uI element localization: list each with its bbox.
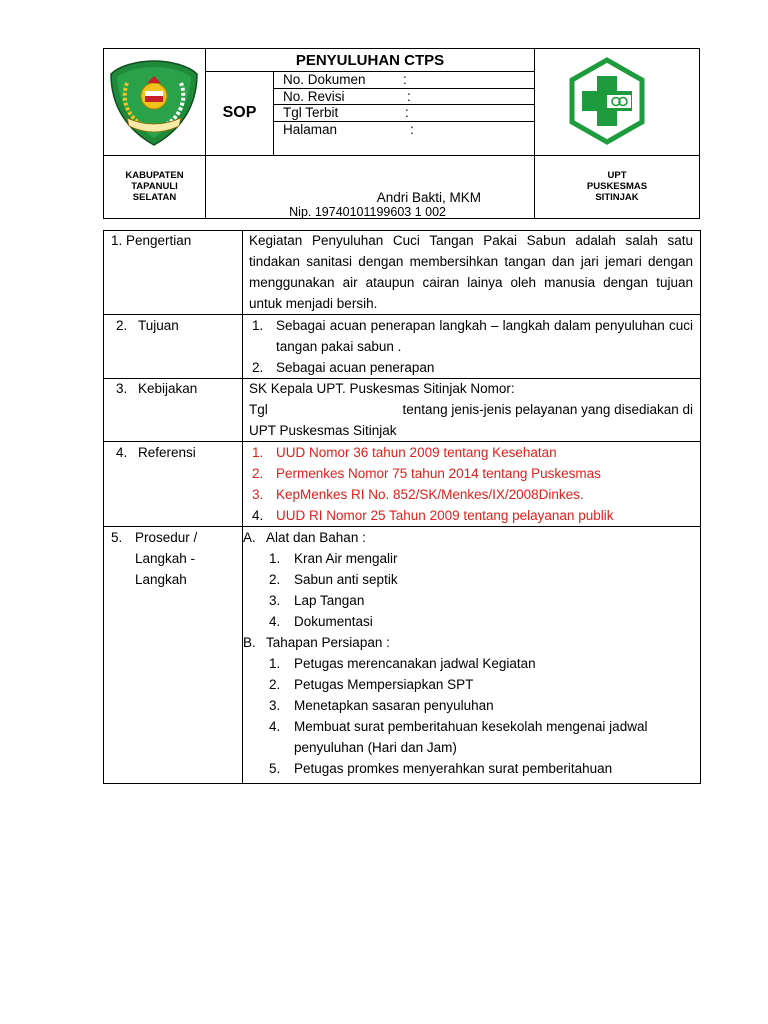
tujuan-item-2-text: Sebagai acuan penerapan — [276, 360, 435, 375]
meta-no-revisi-label: No. Revisi — [283, 89, 345, 104]
referensi-label: Referensi — [138, 445, 196, 460]
left-org-line-3: SELATAN — [132, 192, 177, 203]
referensi-item-2-text: Permenkes Nomor 75 tahun 2014 tentang Puskesmas — [276, 466, 601, 481]
tujuan-item-1-text: Sebagai acuan penerapan langkah – langkah dalam penyuluhan cuci tangan pakai sabun . — [276, 318, 693, 354]
group-b-letter: B. — [243, 635, 256, 650]
group-a-item-3-number: 3. — [269, 593, 281, 608]
group-a-item-2-number: 2. — [269, 572, 281, 587]
tujuan-number: 2. — [116, 318, 128, 333]
sop-label: SOP — [222, 104, 257, 121]
group-a-item-3-text: Lap Tangan — [294, 593, 365, 608]
group-b-item-1-number: 1. — [269, 656, 281, 671]
kebijakan-line-3: UPT Puskesmas Sitinjak — [249, 423, 397, 438]
meta-no-dokumen-colon: : — [403, 72, 407, 87]
group-a-item-1-number: 1. — [269, 551, 281, 566]
left-org-line-1: KABUPATEN — [125, 170, 184, 181]
group-a-item-1-text: Kran Air mengalir — [294, 551, 398, 566]
tujuan-label: Tujuan — [138, 318, 179, 333]
referensi-item-4-number: 4. — [252, 508, 264, 523]
referensi-item-2-number: 2. — [252, 466, 264, 481]
referensi-item-1-text: UUD Nomor 36 tahun 2009 tentang Kesehatan — [276, 445, 557, 460]
meta-no-dokumen-label: No. Dokumen — [283, 72, 366, 87]
pengertian-text: Kegiatan Penyuluhan Cuci Tangan Pakai Sabun adalah salah satu tindakan sanitasi dengan membersihkan tangan dan jari jemari dengan menggunakan air ataupun cairan lainya oleh manusia dengan tujuan untuk menjadi bersih. — [249, 233, 693, 311]
referensi-number: 4. — [116, 445, 128, 460]
right-org-line-3: SITINJAK — [595, 192, 639, 203]
group-a-item-4-number: 4. — [269, 614, 281, 629]
regency-logo — [107, 58, 201, 148]
tujuan-item-1-number: 1. — [252, 318, 264, 333]
group-b-item-1-text: Petugas merencanakan jadwal Kegiatan — [294, 656, 536, 671]
group-b-item-5-text: Petugas promkes menyerahkan surat pemberitahuan — [294, 761, 613, 776]
prosedur-label-line-3: Langkah — [135, 572, 187, 587]
kebijakan-label: Kebijakan — [138, 381, 198, 396]
left-org-line-2: TAPANULI — [131, 181, 178, 192]
group-b-item-4-number: 4. — [269, 719, 281, 734]
kebijakan-number: 3. — [116, 381, 128, 396]
regency-shield-icon — [107, 58, 201, 148]
group-a-title: Alat dan Bahan : — [266, 530, 366, 545]
referensi-item-4-text: UUD RI Nomor 25 Tahun 2009 tentang pelayanan publik — [276, 508, 614, 523]
meta-tgl-terbit-label: Tgl Terbit — [283, 105, 339, 120]
group-b-item-2-text: Petugas Mempersiapkan SPT — [294, 677, 474, 692]
referensi-item-3-text: KepMenkes RI No. 852/SK/Menkes/IX/2008Dinkes. — [276, 487, 584, 502]
pengertian-label: 1. Pengertian — [111, 233, 192, 248]
referensi-item-3-number: 3. — [252, 487, 264, 502]
group-a-item-4-text: Dokumentasi — [294, 614, 373, 629]
group-b-item-4-text: Membuat surat pemberitahuan kesekolah mengenai jadwal penyuluhan (Hari dan Jam) — [294, 719, 648, 755]
right-org-line-1: UPT — [607, 170, 627, 181]
group-b-item-2-number: 2. — [269, 677, 281, 692]
meta-tgl-terbit-colon: : — [405, 105, 409, 120]
group-b-title: Tahapan Persiapan : — [266, 635, 390, 650]
prosedur-number: 5. — [111, 530, 123, 545]
kebijakan-tgl: Tgl — [249, 402, 268, 417]
tujuan-item-2-number: 2. — [252, 360, 264, 375]
meta-no-revisi-colon: : — [407, 89, 411, 104]
signer-nip: Nip. 19740101199603 1 002 — [289, 205, 446, 219]
group-b-item-5-number: 5. — [269, 761, 281, 776]
prosedur-label-line-2: Langkah - — [135, 551, 196, 566]
meta-halaman-colon: : — [410, 122, 414, 137]
prosedur-label-line-1: Prosedur / — [135, 530, 198, 545]
kebijakan-line-2: tentang jenis-jenis pelayanan yang disediakan di — [402, 402, 693, 417]
document-title: PENYULUHAN CTPS — [295, 52, 445, 69]
referensi-item-1-number: 1. — [252, 445, 264, 460]
group-a-letter: A. — [243, 530, 256, 545]
group-b-item-3-number: 3. — [269, 698, 281, 713]
group-b-item-3-text: Menetapkan sasaran penyuluhan — [294, 698, 494, 713]
puskesmas-cross-icon — [566, 56, 648, 146]
signer-name: Andri Bakti, MKM — [376, 190, 481, 205]
puskesmas-logo — [566, 56, 648, 146]
right-org-line-2: PUSKESMAS — [586, 181, 648, 192]
kebijakan-line-1: SK Kepala UPT. Puskesmas Sitinjak Nomor: — [249, 381, 515, 396]
group-a-item-2-text: Sabun anti septik — [294, 572, 398, 587]
meta-halaman-label: Halaman — [283, 122, 338, 137]
